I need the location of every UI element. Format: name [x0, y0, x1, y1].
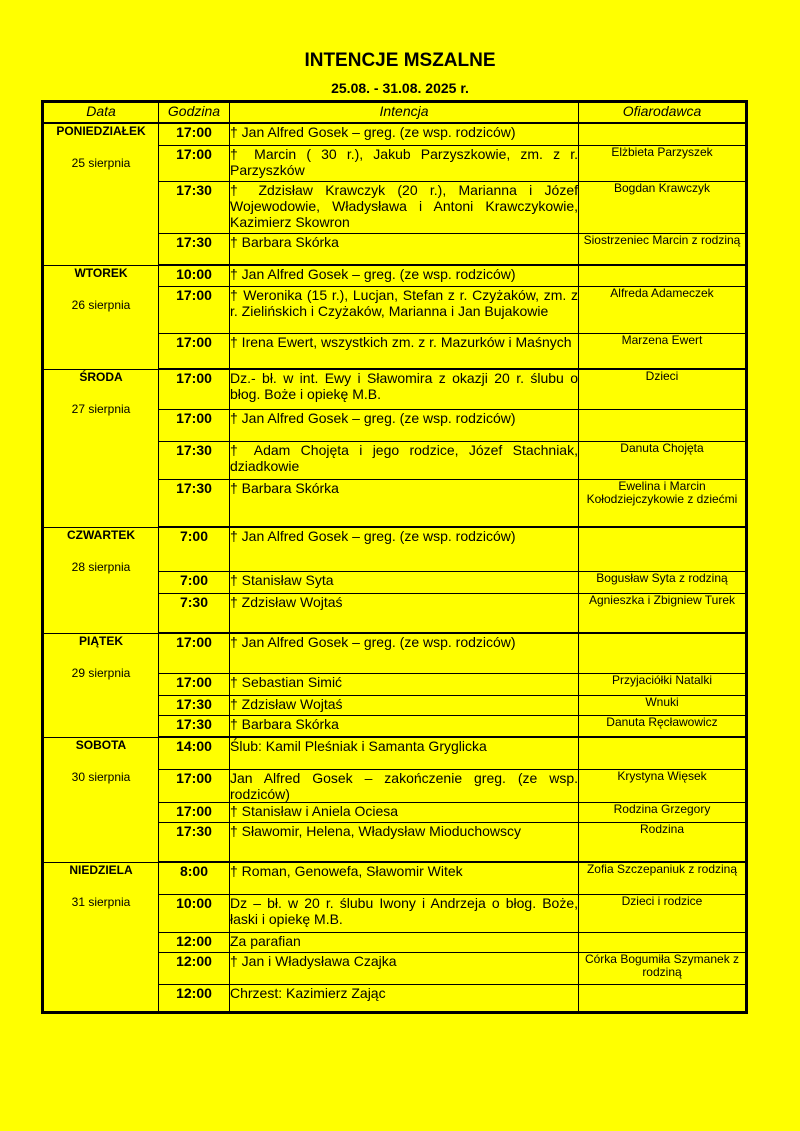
mass-donor: Alfreda Adameczek	[579, 286, 747, 333]
header-intention: Intencja	[230, 102, 579, 124]
mass-intention: † Stanisław Syta	[230, 571, 579, 593]
mass-row	[43, 862, 747, 894]
day-name: SOBOTA	[75, 737, 127, 752]
mass-intention: † Adam Chojęta i jego rodzice, Józef Stachniak, dziadkowie	[230, 441, 579, 479]
day-name: NIEDZIELA	[69, 862, 133, 877]
mass-donor: Elżbieta Parzyszek	[579, 145, 747, 181]
mass-intention: Dz – bł. w 20 r. ślubu Iwony i Andrzeja o błog. Boże, łaski i opiekę M.B.	[230, 894, 579, 932]
mass-row	[43, 265, 747, 286]
day-cell	[43, 527, 159, 633]
header-time: Godzina	[159, 102, 230, 124]
mass-donor	[579, 123, 747, 145]
mass-donor: Marzena Ewert	[579, 333, 747, 369]
mass-intention: † Stanisław i Aniela Ociesa	[230, 802, 579, 822]
mass-intention: † Sebastian Simić	[230, 673, 579, 695]
mass-time: 17:30	[159, 181, 230, 233]
mass-intention: Ślub: Kamil Pleśniak i Samanta Gryglicka	[230, 737, 579, 769]
mass-intention: † Jan i Władysława Czajka	[230, 952, 579, 984]
mass-time: 14:00	[159, 737, 230, 769]
mass-intention: † Jan Alfred Gosek – greg. (ze wsp. rodziców)	[230, 527, 579, 571]
day-date: 29 sierpnia	[71, 665, 131, 680]
mass-intention: † Barbara Skórka	[230, 479, 579, 527]
mass-time: 12:00	[159, 984, 230, 1012]
mass-donor	[579, 737, 747, 769]
mass-row	[43, 123, 747, 145]
mass-donor	[579, 633, 747, 673]
mass-time: 17:00	[159, 409, 230, 441]
mass-time: 17:30	[159, 233, 230, 265]
mass-time: 17:00	[159, 286, 230, 333]
day-date: 26 sierpnia	[71, 297, 131, 312]
mass-donor	[579, 527, 747, 571]
day-cell	[43, 737, 159, 862]
mass-time: 12:00	[159, 932, 230, 952]
mass-intention: Dz.- bł. w int. Ewy i Sławomira z okazji 20 r. ślubu o błog. Boże i opiekę M.B.	[230, 369, 579, 409]
mass-donor: Siostrzeniec Marcin z rodziną	[579, 233, 747, 265]
header-day: Data	[43, 102, 159, 124]
mass-time: 17:00	[159, 369, 230, 409]
mass-donor	[579, 932, 747, 952]
mass-donor: Wnuki	[579, 695, 747, 715]
mass-donor	[579, 409, 747, 441]
mass-donor: Przyjaciółki Natalki	[579, 673, 747, 695]
day-cell	[43, 633, 159, 737]
mass-time: 17:30	[159, 479, 230, 527]
day-cell	[43, 862, 159, 1012]
day-date: 28 sierpnia	[71, 559, 131, 574]
mass-donor: Rodzina Grzegory	[579, 802, 747, 822]
mass-intention: Jan Alfred Gosek – zakończenie greg. (ze wsp. rodziców)	[230, 769, 578, 802]
day-name: CZWARTEK	[67, 527, 135, 542]
day-cell	[43, 265, 159, 369]
mass-time: 17:00	[159, 802, 230, 822]
day-date: 27 sierpnia	[71, 401, 131, 416]
mass-time: 10:00	[159, 894, 230, 932]
mass-intention: † Jan Alfred Gosek – greg. (ze wsp. rodziców)	[230, 265, 579, 286]
day-date: 30 sierpnia	[71, 769, 131, 784]
mass-donor: Córka Bogumiła Szymanek z rodziną	[579, 952, 747, 984]
mass-time: 17:00	[159, 633, 230, 673]
mass-time: 17:00	[159, 333, 230, 369]
mass-time: 12:00	[159, 952, 230, 984]
mass-intention: † Jan Alfred Gosek – greg. (ze wsp. rodziców)	[230, 633, 579, 673]
mass-time: 7:00	[159, 571, 230, 593]
mass-row	[43, 737, 747, 769]
mass-intention: † Jan Alfred Gosek – greg. (ze wsp. rodziców)	[230, 123, 579, 145]
mass-time: 17:30	[159, 695, 230, 715]
mass-row	[43, 369, 747, 409]
day-name: PIĄTEK	[78, 633, 123, 648]
header-donor: Ofiarodawca	[579, 102, 747, 124]
mass-row	[43, 633, 747, 673]
mass-time: 17:30	[159, 715, 230, 737]
mass-intention: † Weronika (15 r.), Lucjan, Stefan z r. Czyżaków, zm. z r. Zielińskich i Czyżaków, Marianna i Jan Bujakowie	[230, 286, 579, 333]
date-range: 25.08. - 31.08. 2025 r.	[331, 80, 469, 96]
mass-donor	[579, 984, 747, 1012]
day-cell	[43, 369, 159, 527]
mass-intentions-table	[41, 100, 748, 1014]
day-date: 31 sierpnia	[71, 894, 131, 909]
mass-intention: † Sławomir, Helena, Władysław Mioduchowscy	[230, 822, 579, 862]
mass-donor: Krystyna Więsek	[579, 769, 747, 802]
mass-time: 17:30	[159, 822, 230, 862]
day-date: 25 sierpnia	[71, 156, 131, 170]
mass-donor: Agnieszka i Zbigniew Turek	[579, 593, 747, 633]
mass-time: 17:00	[159, 145, 230, 181]
day-name: WTOREK	[74, 265, 128, 280]
mass-donor: Bogdan Krawczyk	[579, 181, 747, 233]
schedule-body	[43, 123, 747, 1012]
mass-intention: † Barbara Skórka	[230, 715, 579, 737]
mass-intention: † Roman, Genowefa, Sławomir Witek	[230, 862, 579, 894]
mass-intention: † Jan Alfred Gosek – greg. (ze wsp. rodziców)	[230, 409, 579, 441]
mass-time: 7:00	[159, 527, 230, 571]
mass-intention: † Irena Ewert, wszystkich zm. z r. Mazurków i Maśnych	[230, 333, 579, 369]
mass-time: 8:00	[159, 862, 230, 894]
mass-donor: Bogusław Syta z rodziną	[579, 571, 747, 593]
day-name: ŚRODA	[79, 369, 123, 384]
mass-donor: Danuta Ręcławowicz	[579, 715, 747, 737]
day-cell	[43, 123, 159, 265]
mass-intention: † Marcin ( 30 r.), Jakub Parzyszkowie, zm. z r. Parzyszków	[230, 145, 579, 181]
mass-donor	[579, 265, 747, 286]
mass-donor: Zofia Szczepaniuk z rodziną	[579, 862, 747, 894]
header-row	[43, 102, 747, 124]
mass-time: 17:00	[159, 769, 230, 802]
day-name: PONIEDZIAŁEK	[56, 124, 146, 138]
mass-donor: Dzieci i rodzice	[579, 894, 747, 932]
mass-time: 17:30	[159, 441, 230, 479]
mass-intention: † Zdzisław Wojtaś	[230, 593, 579, 633]
mass-time: 10:00	[159, 265, 230, 286]
mass-intention: Chrzest: Kazimierz Zając	[230, 984, 579, 1012]
page-title: INTENCJE MSZALNE	[304, 50, 496, 71]
mass-time: 17:00	[159, 673, 230, 695]
mass-donor: Danuta Chojęta	[579, 441, 747, 479]
mass-intention: Za parafian	[230, 932, 579, 952]
mass-donor: Rodzina	[579, 822, 747, 862]
mass-intention: † Barbara Skórka	[230, 233, 579, 265]
mass-intention: † Zdzisław Krawczyk (20 r.), Marianna i Józef Wojewodowie, Władysława i Antoni Krawczykowie, Kazimierz Skowron	[230, 181, 579, 233]
mass-row	[43, 527, 747, 571]
mass-intention: † Zdzisław Wojtaś	[230, 695, 579, 715]
mass-donor: Dzieci	[579, 369, 747, 409]
mass-time: 7:30	[159, 593, 230, 633]
mass-donor: Ewelina i Marcin Kołodziejczykowie z dziećmi	[579, 479, 747, 527]
mass-time: 17:00	[159, 123, 230, 145]
